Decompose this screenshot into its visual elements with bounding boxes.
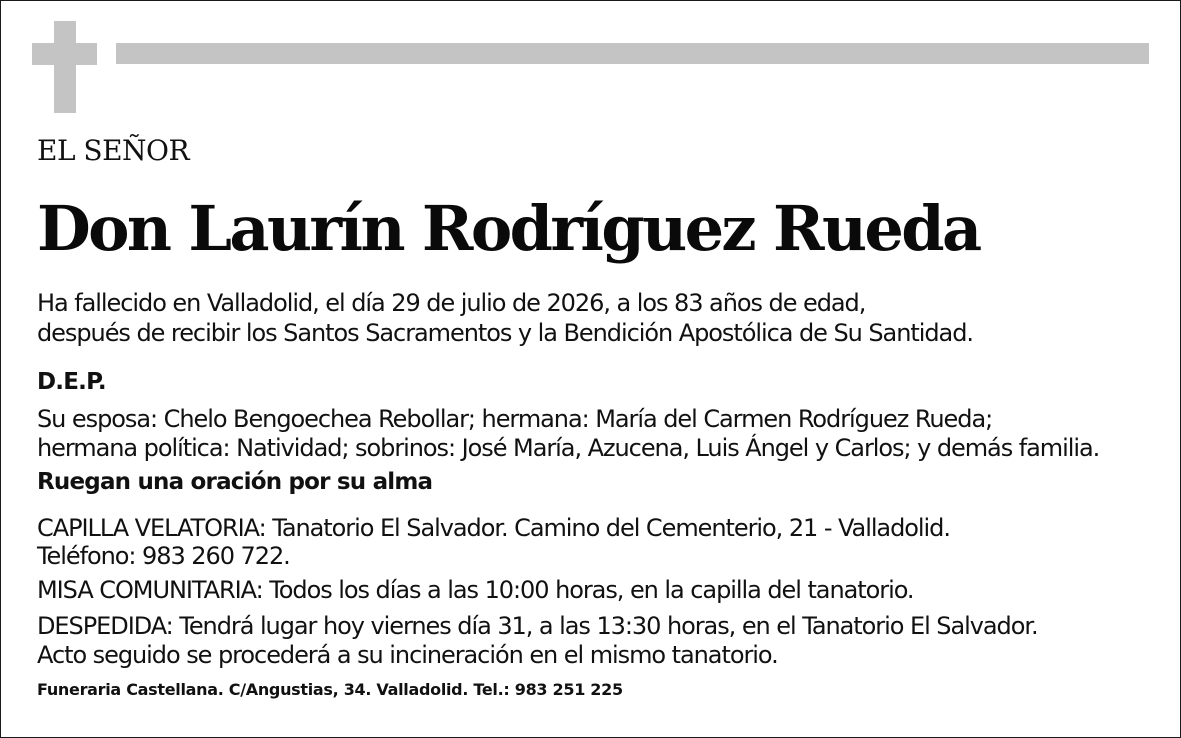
- cross-icon-horizontal-bar: [32, 43, 97, 65]
- chapel-line-2: Teléfono: 983 260 722.: [37, 542, 290, 570]
- cross-icon-vertical-bar: [54, 21, 76, 113]
- prayer-request: Ruegan una oración por su alma: [37, 469, 433, 495]
- farewell-line-2: Acto seguido se procederá a su incineración en el mismo tanatorio.: [37, 641, 778, 669]
- funeral-home-info: Funeraria Castellana. C/Angustias, 34. Valladolid. Tel.: 983 251 225: [37, 680, 623, 699]
- mass-info: MISA COMUNITARIA: Todos los días a las 10:00 horas, en la capilla del tanatorio.: [37, 576, 914, 604]
- chapel-line-1: CAPILLA VELATORIA: Tanatorio El Salvador. Camino del Cementerio, 21 - Valladolid.: [37, 514, 950, 542]
- farewell-line-1: DESPEDIDA: Tendrá lugar hoy viernes día 31, a las 13:30 horas, en el Tanatorio El Salvador.: [37, 612, 1038, 640]
- family-line-1: Su esposa: Chelo Bengoechea Rebollar; hermana: María del Carmen Rodríguez Rueda;: [37, 405, 993, 433]
- family-line-2: hermana política: Natividad; sobrinos: José María, Azucena, Luis Ángel y Carlos; y demás familia.: [37, 434, 1100, 462]
- deceased-name: Don Laurín Rodríguez Rueda: [37, 192, 980, 265]
- announcement-line-1: Ha fallecido en Valladolid, el día 29 de julio de 2026, a los 83 años de edad,: [37, 289, 866, 317]
- honorific: EL SEÑOR: [37, 134, 190, 167]
- header-rule: [116, 43, 1149, 64]
- announcement-line-2: después de recibir los Santos Sacramentos y la Bendición Apostólica de Su Santidad.: [37, 319, 973, 347]
- rip-label: D.E.P.: [37, 369, 106, 395]
